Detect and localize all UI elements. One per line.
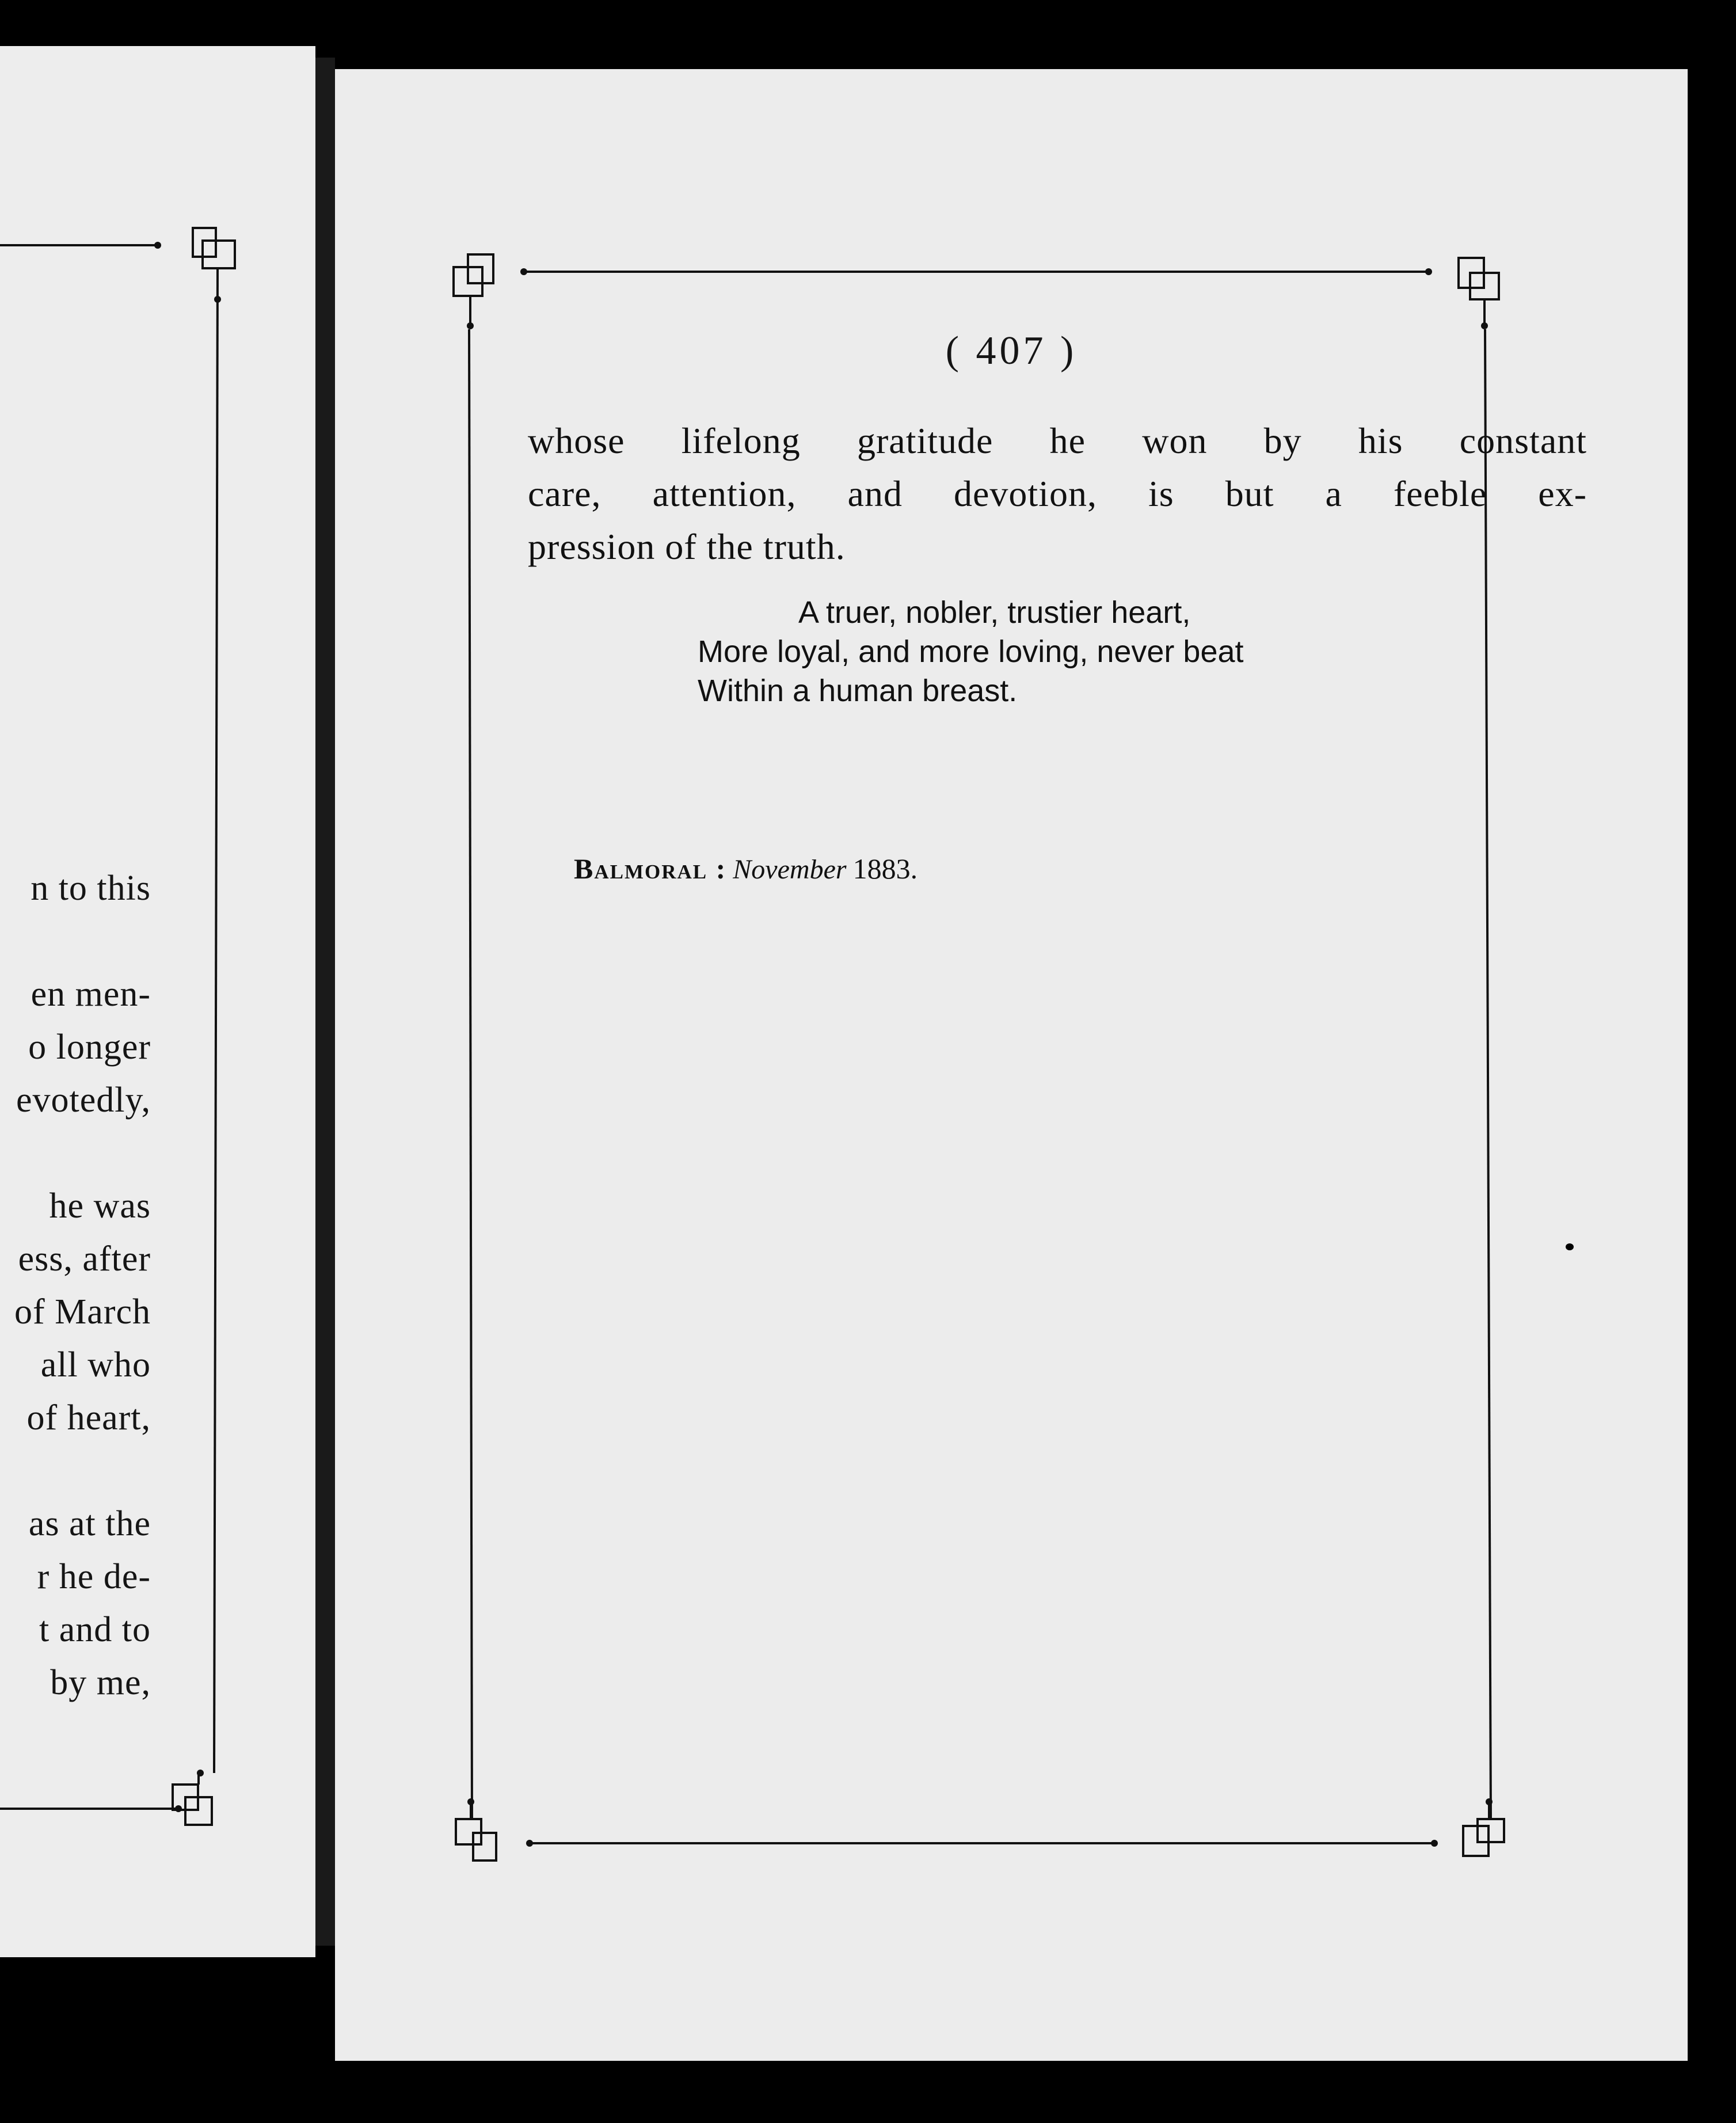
left-text-line: by me, [50,1663,151,1702]
left-text-line: evotedly, [16,1080,151,1120]
verse-line: More loyal, and more loving, never beat [698,634,1244,669]
left-text-line: as at the [28,1504,151,1543]
left-text-line: r he de- [37,1557,151,1596]
book-gutter [315,58,335,1946]
scan-speck [1566,1243,1574,1250]
paragraph-line: care, attention, and devotion, is but a feeble ex- [528,473,1587,514]
verse-quotation [698,593,1244,710]
left-text-line: he was [49,1186,151,1226]
dateline-place: Balmoral : [574,853,727,885]
left-text-line: t and to [39,1610,151,1649]
left-text-line: all who [40,1345,151,1384]
paragraph-line: pression of the truth. [528,526,846,567]
left-text-line: of heart, [26,1398,151,1437]
left-text-line: ess, after [18,1239,151,1279]
right-page [335,69,1688,2061]
left-text-line: o longer [28,1028,151,1067]
left-text-line: n to this [31,869,151,908]
page-number: ( 407 ) [945,329,1078,373]
left-text-line: of March [14,1292,151,1331]
left-text-line: en men- [31,975,151,1014]
verse-line: Within a human breast. [698,674,1018,708]
paragraph-line: whose lifelong gratitude he won by his constant [528,420,1587,461]
dateline [574,852,918,885]
verse-line: A truer, nobler, trustier heart, [798,595,1191,630]
scan-speck [1721,1405,1726,1409]
dateline-year: 1883. [852,853,918,885]
body-paragraph [528,414,1587,573]
left-page [0,46,315,1957]
scan-speck [932,39,937,44]
dateline-month: November [733,854,847,885]
